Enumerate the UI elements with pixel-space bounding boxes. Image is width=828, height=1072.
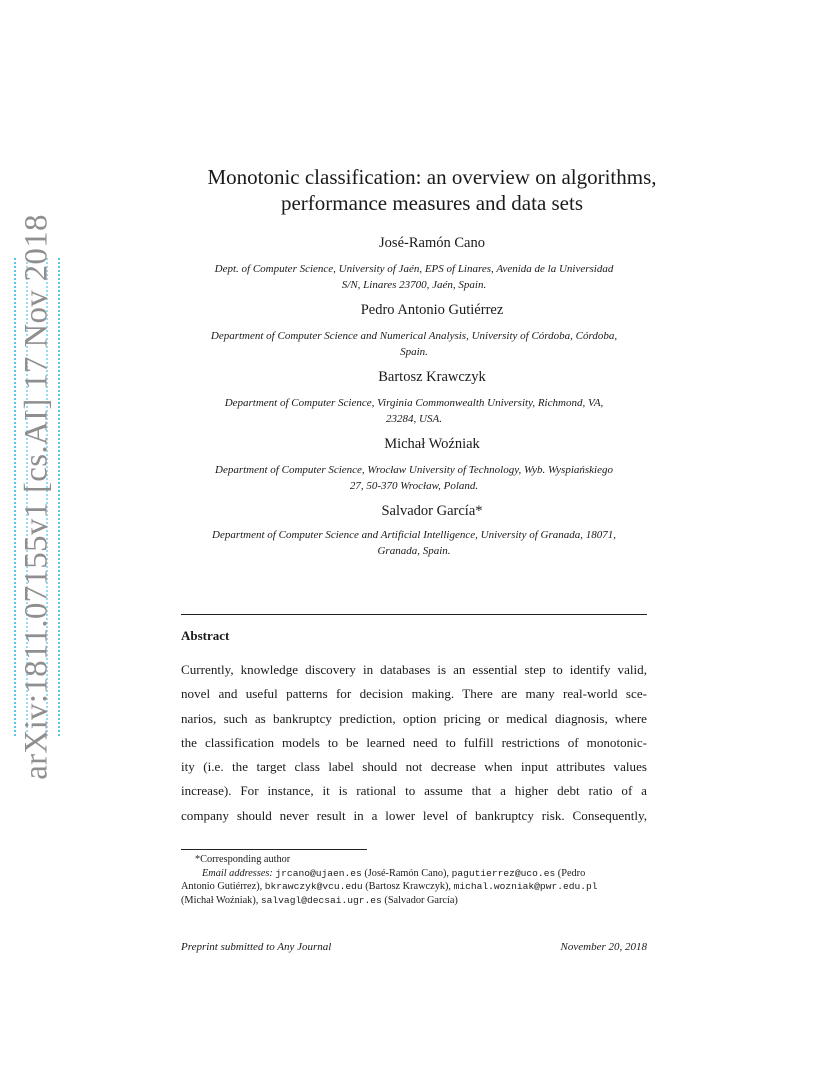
affiliation-line: S/N, Linares 23700, Jaén, Spain. — [341, 279, 487, 291]
author-name: José-Ramón Cano — [379, 235, 485, 251]
email-owner: Antonio Gutiérrez), — [181, 881, 265, 892]
affiliation-line: 23284, USA. — [386, 413, 442, 425]
author-affiliation — [176, 261, 652, 293]
affiliation-line: Department of Computer Science and Artificial Intelligence, University of Granada, 18071, — [212, 529, 616, 541]
abstract-line: narios, such as bankruptcy prediction, option pricing or medical diagnosis, where — [181, 710, 647, 726]
email-owner: (Salvador García) — [381, 894, 458, 906]
paper-title — [150, 164, 714, 216]
preprint-date: November 20, 2018 — [560, 941, 647, 953]
email-owner: (Bartosz Krawczyk), — [362, 881, 454, 892]
email-owner: (Michał Woźniak), — [181, 894, 261, 906]
email-owner: (José-Ramón Cano), — [361, 867, 452, 879]
abstract-line: the classification models to be learned need to fulfill restrictions of monotonic- — [181, 734, 647, 750]
corresponding-author-note: *Corresponding author — [195, 854, 291, 865]
email-link[interactable]: jrcano@ujaen.es — [275, 867, 362, 879]
email-link[interactable]: bkrawczyk@vcu.edu — [264, 881, 363, 892]
author-affiliation — [176, 527, 652, 559]
abstract-line: company should never result in a lower level of bankruptcy risk. Consequently, — [181, 807, 647, 823]
author-name: Salvador García* — [381, 503, 483, 519]
affiliation-line: Spain. — [400, 346, 428, 358]
author-affiliation — [176, 395, 652, 427]
email-line — [181, 880, 647, 894]
abstract-heading: Abstract — [181, 628, 230, 643]
affiliation-line: Department of Computer Science, Wrocław University of Technology, Wyb. Wyspiańskiego — [215, 464, 613, 476]
email-line — [181, 867, 647, 881]
affiliation-line: Department of Computer Science, Virginia Commonwealth University, Richmond, VA, — [224, 397, 604, 409]
preprint-note: Preprint submitted to Any Journal — [181, 941, 332, 953]
abstract-top-rule — [181, 614, 647, 615]
author-name: Michał Woźniak — [384, 436, 480, 452]
affiliation-line: 27, 50-370 Wrocław, Poland. — [349, 480, 479, 492]
arxiv-identifier: arXiv:1811.07155v1 [cs.AI] 17 Nov 2018 — [18, 214, 55, 780]
title-line-1: Monotonic classification: an overview on algorithms, — [207, 165, 657, 189]
author-affiliation — [176, 328, 652, 360]
email-owner: (Pedro — [555, 867, 586, 879]
author-name: Bartosz Krawczyk — [378, 369, 486, 385]
email-link[interactable]: pagutierrez@uco.es — [451, 867, 556, 879]
email-line — [181, 894, 647, 908]
abstract-line: novel and useful patterns for decision making. There are many real-world sce- — [181, 686, 647, 702]
abstract-line: increase). For instance, it is rational to assume that a higher debt ratio of a — [181, 783, 647, 799]
footnote-rule — [181, 849, 367, 850]
abstract-line: Currently, knowledge discovery in databases is an essential step to identify valid, — [181, 662, 647, 677]
email-link[interactable]: michal.wozniak@pwr.edu.pl — [453, 881, 598, 892]
email-link[interactable]: salvagl@decsai.ugr.es — [260, 894, 382, 906]
abstract-body — [181, 658, 647, 828]
affiliation-line: Granada, Spain. — [377, 545, 451, 557]
arxiv-side-stamp — [18, 214, 56, 780]
author-name: Pedro Antonio Gutiérrez — [360, 302, 504, 318]
email-label: Email addresses: — [202, 867, 273, 879]
title-line-2: performance measures and data sets — [280, 191, 584, 215]
footnotes — [181, 853, 647, 907]
affiliation-line: Dept. of Computer Science, University of Jaén, EPS of Linares, Avenida de la Universidad — [214, 263, 614, 275]
author-affiliation — [176, 462, 652, 494]
affiliation-line: Department of Computer Science and Numerical Analysis, University of Córdoba, Córdoba, — [210, 330, 618, 342]
abstract-line: ity (i.e. the target class label should not decrease when input attributes values — [181, 759, 647, 775]
